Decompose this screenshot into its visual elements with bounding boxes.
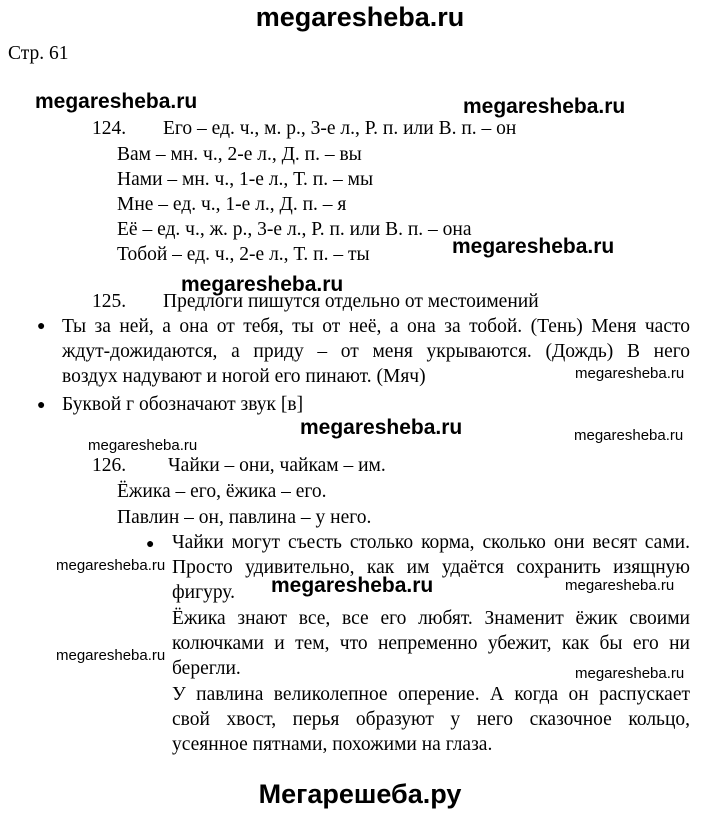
ex124-line: Тобой – ед. ч., 2-е л., Т. п. – ты [117, 244, 370, 265]
peacock-line: У павлина великолепное оперение. А когда он распускает [172, 684, 690, 705]
hedgehog-paragraph [172, 606, 690, 681]
bullet-icon: ● [37, 398, 46, 413]
watermark-small: megaresheba.ru [565, 577, 675, 594]
watermark: megaresheba.ru [463, 95, 626, 118]
peacock-paragraph [172, 682, 690, 757]
watermark-small: megaresheba.ru [88, 437, 198, 454]
site-header: megaresheba.ru [255, 2, 465, 32]
ex124-line: Его – ед. ч., м. р., 3-е л., Р. п. или В. п. – он [163, 118, 517, 139]
exercise-number-126: 126. [92, 455, 127, 476]
watermark-small: megaresheba.ru [56, 557, 166, 574]
gulls-line: Чайки могут съесть столько корма, сколько они весят сами. [172, 532, 690, 553]
ex125-heading: Предлоги пишутся отдельно от местоимений [163, 291, 539, 312]
watermark: megaresheba.ru [452, 235, 615, 258]
riddles-line: Ты за ней, а она от тебя, ты от неё, а она за тобой. (Тень) Меня часто [62, 316, 690, 337]
peacock-line: усеянное пятнами, похожими на глаза. [172, 734, 493, 755]
footer-brand: Мегарешеба.ру [258, 779, 462, 809]
ex126-line: Ёжика – его, ёжика – его. [117, 481, 327, 502]
exercise-number-124: 124. [92, 118, 127, 139]
ex124-line: Вам – мн. ч., 2-е л., Д. п. – вы [117, 144, 362, 165]
watermark-small: megaresheba.ru [56, 647, 166, 664]
gulls-paragraph [172, 530, 690, 605]
watermark-small: megaresheba.ru [575, 665, 685, 682]
hedgehog-line: берегли. [172, 658, 241, 679]
ex125-note: Буквой г обозначают звук [в] [62, 394, 304, 415]
ex126-line: Павлин – он, павлина – у него. [117, 507, 372, 528]
watermark: megaresheba.ru [181, 273, 344, 296]
bullet-icon: ● [37, 319, 46, 334]
watermark: megaresheba.ru [300, 416, 463, 439]
exercise-number-125: 125. [92, 291, 127, 312]
riddles-line: ждут-дожидаются, а приду – от меня укрываются. (Дождь) В него [62, 341, 690, 362]
ex124-line: Нами – мн. ч., 1-е л., Т. п. – мы [117, 169, 374, 190]
gulls-line: фигуру. [172, 582, 235, 603]
watermark: megaresheba.ru [35, 90, 198, 113]
peacock-line: свой хвост, перья образуют у него сказочное кольцо, [172, 709, 690, 730]
page-label: Стр. 61 [8, 43, 69, 64]
riddles-line: воздух надувают и ногой его пинают. (Мяч) [62, 366, 426, 387]
ex124-line: Её – ед. ч., ж. р., 3-е л., Р. п. или В. п. – она [117, 219, 472, 240]
gulls-line: Просто удивительно, как им удаётся сохранить изящную [172, 557, 690, 578]
watermark: megaresheba.ru [271, 574, 434, 597]
watermark-small: megaresheba.ru [575, 365, 685, 382]
hedgehog-line: колючками и тем, что непременно убежит, как бы его ни [172, 633, 690, 654]
riddles-paragraph [62, 314, 690, 389]
watermark-small: megaresheba.ru [574, 427, 684, 444]
ex126-line: Чайки – они, чайкам – им. [168, 455, 386, 476]
ex124-line: Мне – ед. ч., 1-е л., Д. п. – я [117, 194, 347, 215]
hedgehog-line: Ёжика знают все, все его любят. Знаменит ёжик своими [172, 608, 690, 629]
bullet-icon: ● [146, 537, 155, 552]
